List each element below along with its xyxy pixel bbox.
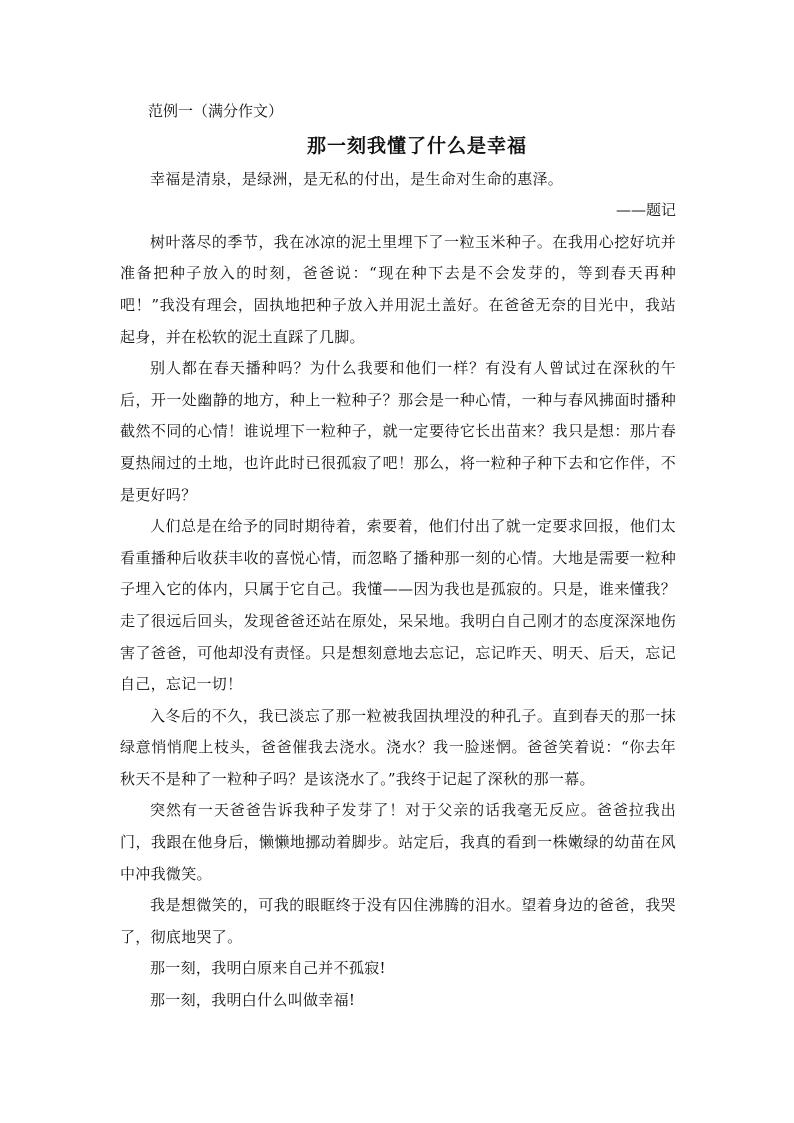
epigraph-signature: ——题记: [615, 201, 676, 220]
essay-label: 范例一（满分作文）: [148, 102, 284, 120]
paragraph-3: 人们总是在给予的同时期待着，索要着，他们付出了就一定要求回报，他们太看重播种后收获丰收的喜悦心情，而忽略了播种那一刻的心情。大地是需要一粒种子埋入它的体内，只属于它自己。我懂——因为我也是孤寂的。只是，谁来懂我？走了很远后回头，发现爸爸还站在原处，呆呆地。我明白自己刚才的态度深深地伤害了爸爸，可他却没有责怪。只是想刻意地去忘记，忘记昨天、明天、后天，忘记自己，忘记一切！: [120, 517, 676, 694]
paragraph-5: 突然有一天爸爸告诉我种子发芽了！对于父亲的话我毫无反应。爸爸拉我出门，我跟在他身后，懒懒地挪动着脚步。站定后，我真的看到一株嫩绿的幼苗在风中冲我微笑。: [120, 801, 676, 883]
paragraph-6: 我是想微笑的，可我的眼眶终于没有囚住沸腾的泪水。望着身边的爸爸，我哭了，彻底地哭了。: [120, 896, 676, 946]
essay: [120, 96, 676, 1017]
paragraph-7: 那一刻，我明白原来自己并不孤寂!: [150, 959, 386, 978]
paragraph-2: 别人都在春天播种吗？为什么我要和他们一样？有没有人曾试过在深秋的午后，开一处幽静的地方，种上一粒种子？那会是一种心情，一种与春风拂面时播种截然不同的心情！谁说埋下一粒种子，就一定要待它长出苗来？我只是想：那片春夏热闹过的土地，也许此时已很孤寂了吧！那么，将一粒种子种下去和它作伴，不是更好吗？: [120, 359, 676, 504]
epigraph: 幸福是清泉，是绿洲，是无私的付出，是生命对生命的惠泽。: [150, 169, 564, 188]
paragraph-4: 入冬后的不久，我已淡忘了那一粒被我固执埋没的种孔子。直到春天的那一抹绿意悄悄爬上枝头，爸爸催我去浇水。浇水？我一脸迷惘。爸爸笑着说：“你去年秋天不是种了一粒种子吗？是该浇水了。”我终于记起了深秋的那一幕。: [120, 706, 676, 788]
paragraph-1: 树叶落尽的季节，我在冰凉的泥土里埋下了一粒玉米种子。在我用心挖好坑并准备把种子放入的时刻，爸爸说：“现在种下去是不会发芽的，等到春天再种吧！”我没有理会，固执地把种子放入并用泥土盖好。在爸爸无奈的目光中，我站起身，并在松软的泥土直踩了几脚。: [120, 232, 676, 346]
essay-title: 那一刻我懂了什么是幸福: [306, 134, 527, 157]
paragraph-8: 那一刻，我明白什么叫做幸福!: [150, 991, 356, 1010]
